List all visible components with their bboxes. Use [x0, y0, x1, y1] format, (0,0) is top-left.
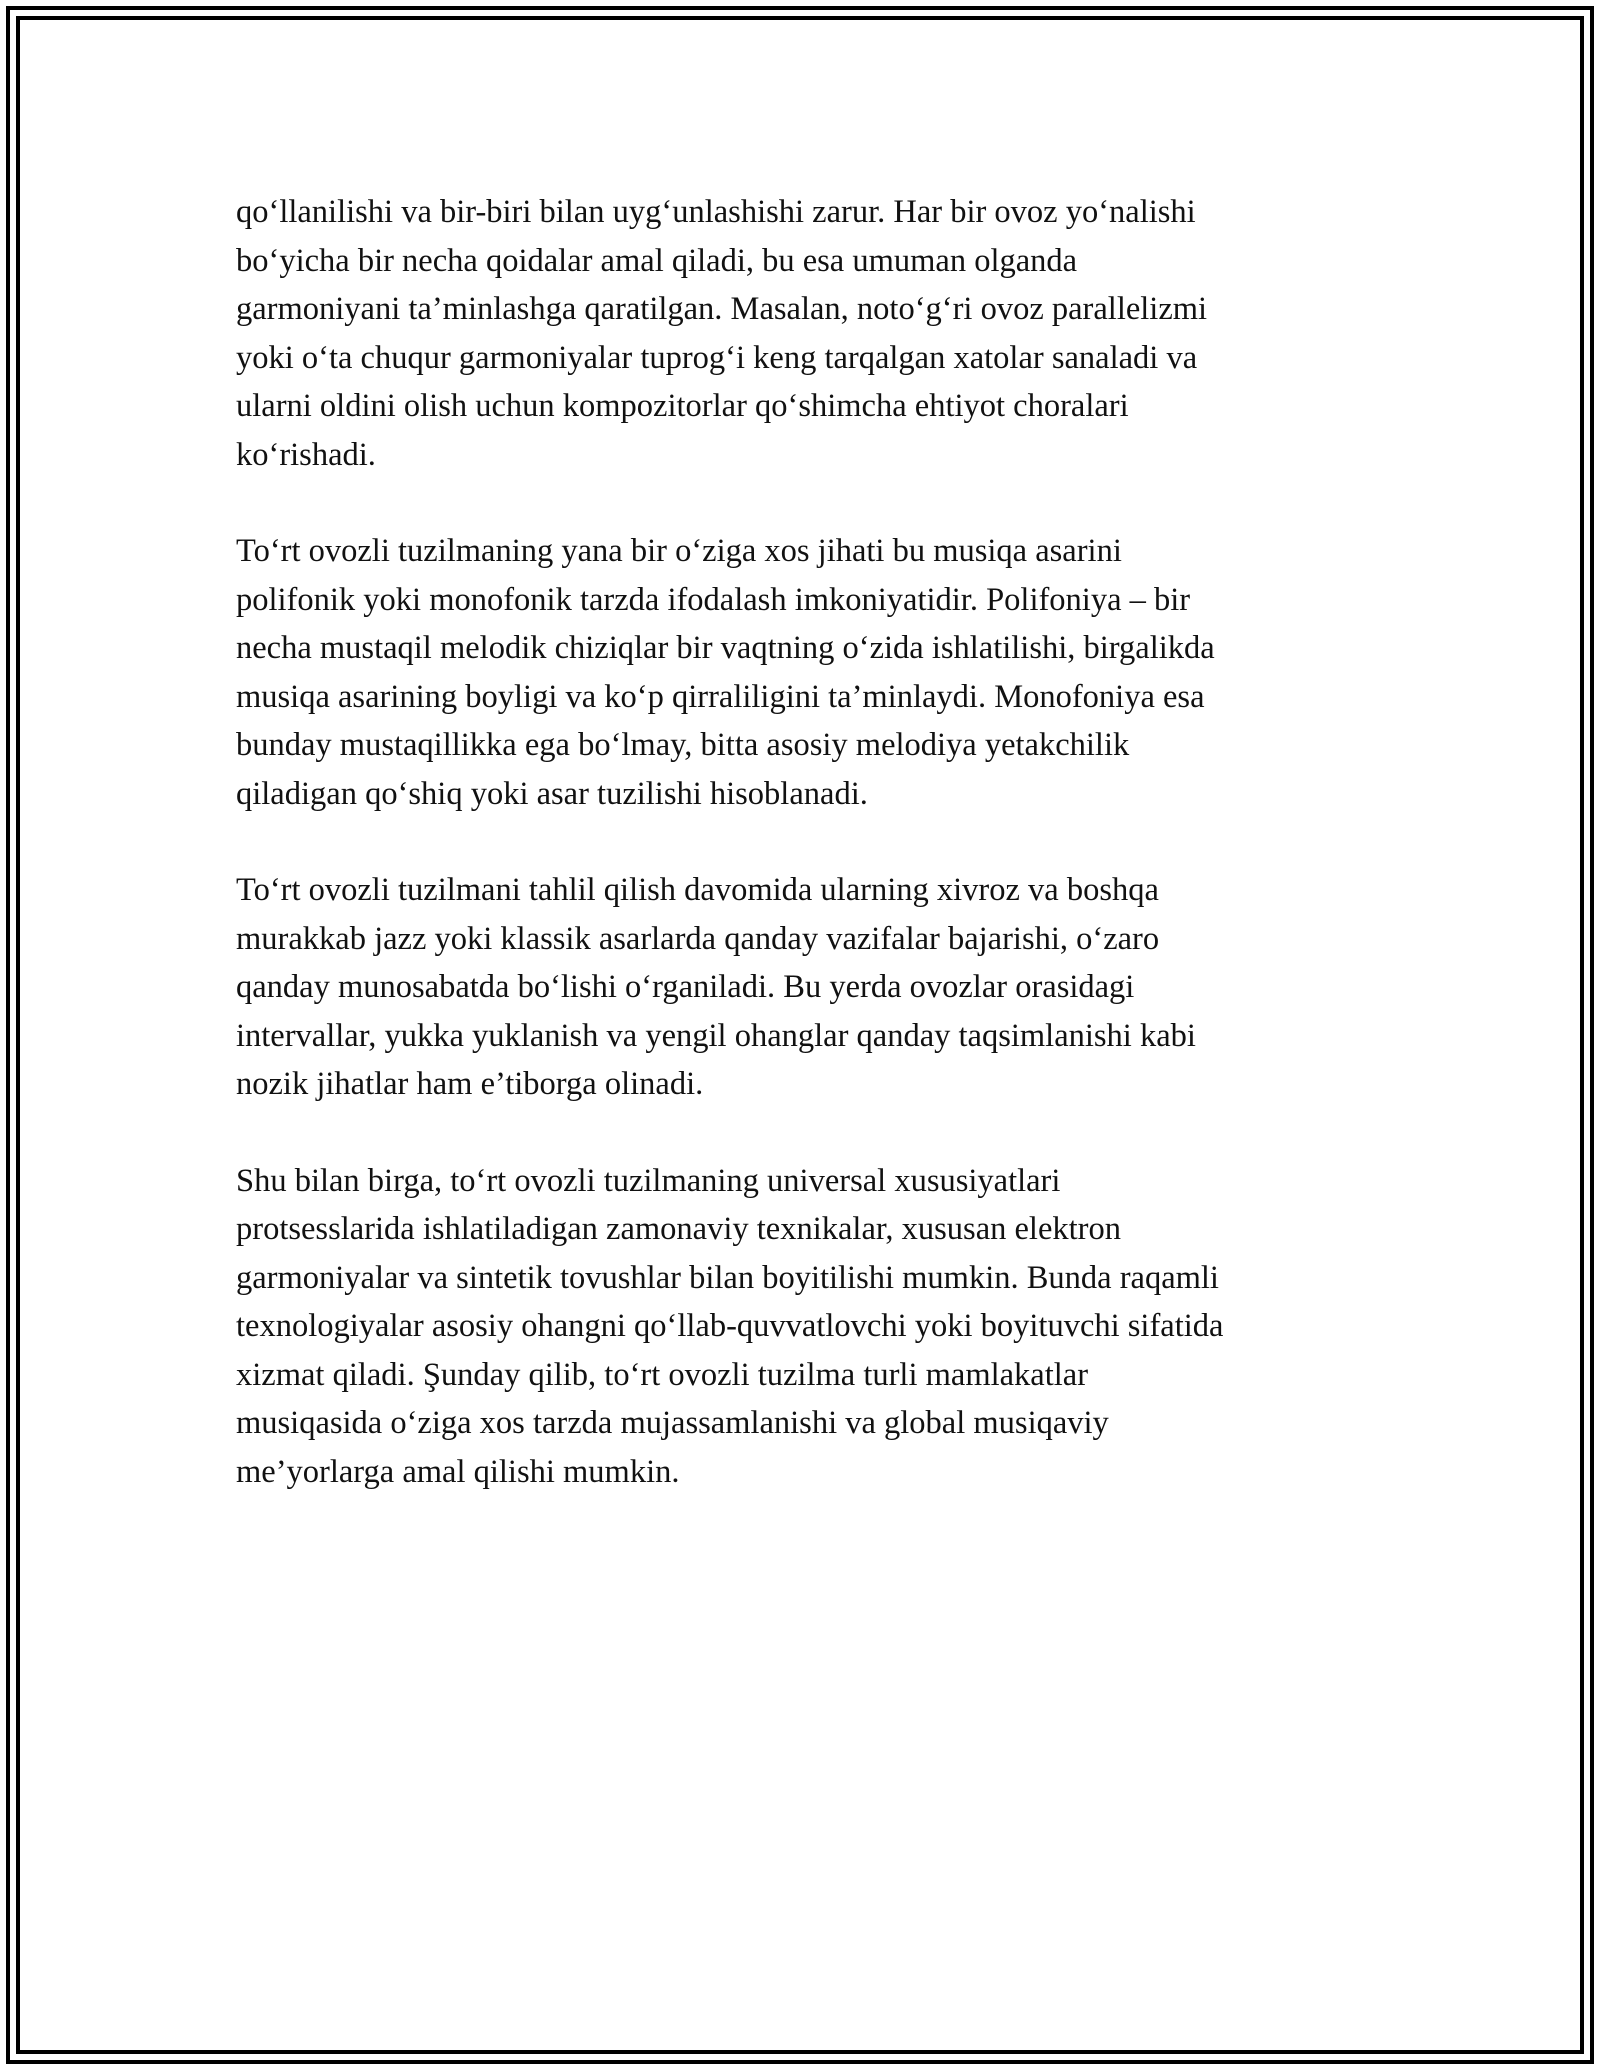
text-line: qo‘llanilishi va bir-biri bilan uyg‘unlashishi zarur. Har bir ovoz yo‘nalishi [236, 194, 1196, 230]
text-line: necha mustaqil melodik chiziqlar bir vaqtning o‘zida ishlatilishi, birgalikda [236, 630, 1215, 666]
text-line: bo‘yicha bir necha qoidalar amal qiladi, bu esa umuman olganda [236, 242, 1078, 279]
text-line: yoki o‘ta chuqur garmoniyalar tuprog‘i keng tarqalgan xatolar sanaladi va [236, 339, 1198, 376]
text-line: murakkab jazz yoki klassik asarlarda qanday vazifalar bajarishi, o‘zaro [236, 920, 1160, 957]
text-line: qiladigan qo‘shiq yoki asar tuzilishi hisoblanadi. [236, 775, 868, 812]
text-line: To‘rt ovozli tuzilmaning yana bir o‘ziga xos jihati bu musiqa asarini [236, 533, 1122, 569]
paragraph-1 [236, 188, 1366, 479]
text-line: polifonik yoki monofonik tarzda ifodalash imkoniyatidir. Polifoniya – bir [236, 581, 1191, 618]
text-line: garmoniyalar va sintetik tovushlar bilan boyitilishi mumkin. Bunda raqamli [236, 1259, 1219, 1296]
document-body [236, 188, 1366, 1544]
text-line: xizmat qiladi. Şunday qilib, to‘rt ovozli tuzilma turli mamlakatlar [236, 1356, 1089, 1393]
text-line: Shu bilan birga, to‘rt ovozli tuzilmaning universal xususiyatlari [236, 1162, 1061, 1199]
paragraph-2 [236, 527, 1366, 818]
text-line: musiqa asarining boyligi va ko‘p qirraliligini ta’minlaydi. Monofoniya esa [236, 678, 1205, 715]
text-line: musiqasida o‘ziga xos tarzda mujassamlanishi va global musiqaviy [236, 1405, 1109, 1441]
paragraph-4 [236, 1157, 1366, 1497]
text-line: ularni oldini olish uchun kompozitorlar qo‘shimcha ehtiyot choralari [236, 388, 1129, 424]
paragraph-3 [236, 866, 1366, 1109]
text-line: garmoniyani ta’minlashga qaratilgan. Masalan, noto‘g‘ri ovoz parallelizmi [236, 291, 1208, 327]
text-line: texnologiyalar asosiy ohangni qo‘llab-quvvatlovchi yoki boyituvchi sifatida [236, 1308, 1224, 1344]
text-line: protsesslarida ishlatiladigan zamonaviy texnikalar, xususan elektron [236, 1211, 1121, 1247]
text-line: me’yorlarga amal qilishi mumkin. [236, 1453, 680, 1490]
text-line: qanday munosabatda bo‘lishi o‘rganiladi. Bu yerda ovozlar orasidagi [236, 969, 1135, 1005]
text-line: nozik jihatlar ham e’tiborga olinadi. [236, 1066, 704, 1102]
text-line: bunday mustaqillikka ega bo‘lmay, bitta asosiy melodiya yetakchilik [236, 727, 1130, 763]
text-line: To‘rt ovozli tuzilmani tahlil qilish davomida ularning xivroz va boshqa [236, 872, 1159, 908]
text-line: ko‘rishadi. [236, 436, 376, 473]
text-line: intervallar, yukka yuklanish va yengil ohanglar qanday taqsimlanishi kabi [236, 1017, 1196, 1054]
